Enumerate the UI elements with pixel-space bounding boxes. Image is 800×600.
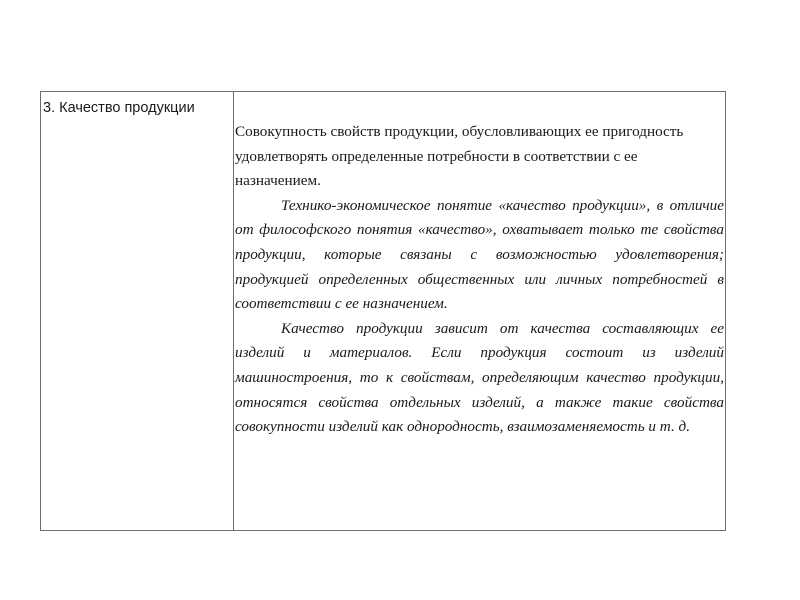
explanation-paragraph-2: Качество продукции зависит от качества составляющих ее изделий и материалов. Если продукция состоит из изделий машиностроения, то к свойствам, определяющим качество продукции, относятся свойства отдельных изделий, а также такие свойства совокупности изделий как однородность, взаимозаменяемость и т. д.: [235, 319, 724, 436]
definition-block: [234, 92, 725, 440]
definition-cell: [234, 92, 726, 531]
definition-text: Совокупность свойств продукции, обусловливающих ее пригодность удовлетворять определенные потребности в соответствии с ее назначением.: [235, 123, 684, 190]
term-text: 3. Качество продукции: [43, 100, 195, 116]
definition-table: [40, 91, 726, 531]
term-cell: [41, 92, 234, 531]
explanation-paragraph-1: Технико-экономическое понятие «качество продукции», в отличие от философского понятия «качество», охватывает только те свойства продукции, которые связаны с возможностью удовлетворения; продукцией определенных общественных или личных потребностей в соответствии с ее назначением.: [235, 196, 724, 313]
table-row: [41, 92, 726, 531]
